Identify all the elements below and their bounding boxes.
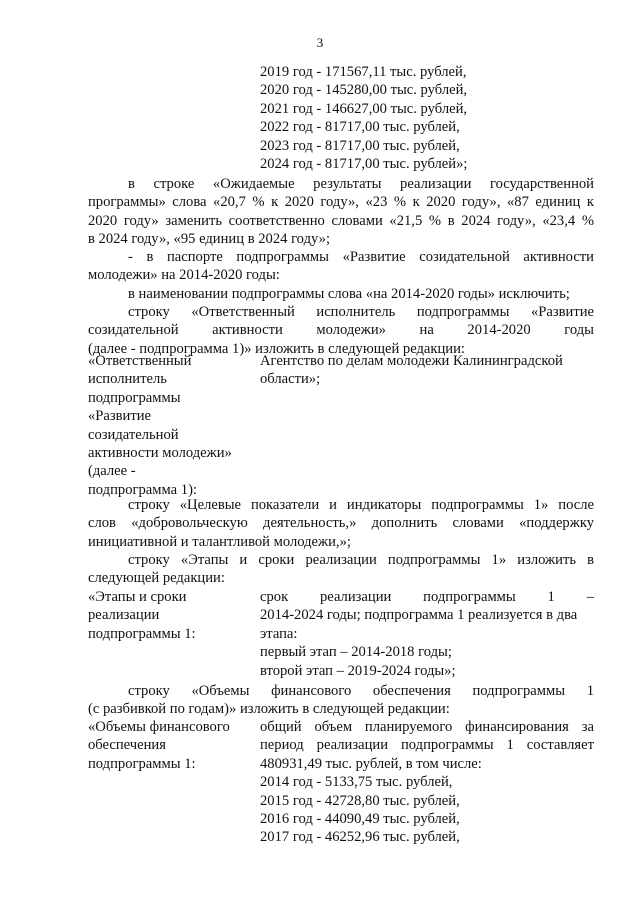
paragraph-expected-results — [88, 175, 594, 249]
paragraph-financing — [88, 682, 594, 719]
cell-line: общий объем планируемого финансирования за — [260, 719, 594, 735]
paragraph-line: программы» слова «20,7 % к 2020 году», «23 % к 2020 году», «87 единиц к — [88, 194, 594, 211]
table2-left-cell — [88, 588, 248, 643]
paragraph-line: созидательной активности молодежи» на 2014-2020 годы — [88, 322, 594, 339]
cell-line: «Объемы финансового — [88, 719, 230, 735]
budget-line: 2022 год - 81717,00 тыс. рублей, — [260, 119, 460, 136]
table1-right-cell — [260, 352, 594, 389]
paragraph-line: строку «Ответственный исполнитель подпрограммы «Развитие — [128, 304, 594, 320]
budget-line: 2020 год - 145280,00 тыс. рублей, — [260, 82, 468, 99]
paragraph-target-indicators — [88, 496, 594, 551]
cell-line: первый этап – 2014-2018 годы; — [260, 644, 452, 661]
cell-line: период реализации подпрограммы 1 составляет — [260, 737, 594, 754]
cell-line: (далее - — [88, 463, 136, 480]
table2-right-cell — [260, 588, 594, 680]
budget-line: 2019 год - 171567,11 тыс. рублей, — [260, 64, 467, 80]
paragraph-line: в наименовании подпрограммы слова «на 2014-2020 годы» исключить; — [128, 286, 570, 302]
cell-line: подпрограмма 1): — [88, 481, 197, 498]
cell-line: активности молодежи» — [88, 445, 232, 462]
budget-line: 2023 год - 81717,00 тыс. рублей, — [260, 137, 460, 154]
paragraph-passport — [88, 248, 594, 285]
table3-left-cell — [88, 718, 248, 773]
cell-line: 480931,49 тыс. рублей, в том числе: — [260, 755, 482, 772]
cell-line: «Развитие — [88, 408, 152, 425]
cell-line: области»; — [260, 371, 321, 388]
cell-line: Агентство по делам молодежи Калининградской — [260, 353, 563, 369]
cell-line: этапа: — [260, 625, 298, 642]
cell-line: срок реализации подпрограммы 1 – — [260, 589, 594, 605]
budget-line: 2024 год - 81717,00 тыс. рублей»; — [260, 156, 468, 173]
paragraph-line: в 2024 году», «95 единиц в 2024 году»; — [88, 231, 331, 248]
cell-line: 2014 год - 5133,75 тыс. рублей, — [260, 774, 453, 791]
cell-line: созидательной — [88, 426, 179, 443]
cell-line: 2015 год - 42728,80 тыс. рублей, — [260, 792, 460, 809]
paragraph-line: (с разбивкой по годам)» изложить в следующей редакции: — [88, 701, 450, 718]
paragraph-stages — [88, 551, 594, 588]
page-number: 3 — [316, 35, 324, 50]
paragraph-line: (далее - подпрограмма 1)» изложить в следующей редакции: — [88, 340, 465, 357]
paragraph-title-change — [88, 285, 594, 303]
cell-line: 2017 год - 46252,96 тыс. рублей, — [260, 829, 460, 846]
paragraph-responsible-executor — [88, 303, 594, 358]
paragraph-line: строку «Объемы финансового обеспечения подпрограммы 1 — [128, 683, 594, 699]
paragraph-line: инициативной и талантливой молодежи,»; — [88, 533, 351, 550]
paragraph-line: слов «добровольческую деятельность,» дополнить словами «поддержку — [88, 515, 594, 532]
cell-line: обеспечения — [88, 737, 166, 754]
cell-line: реализации — [88, 607, 160, 624]
budget-line: 2021 год - 146627,00 тыс. рублей, — [260, 100, 468, 117]
cell-line: второй этап – 2019-2024 годы»; — [260, 662, 456, 679]
cell-line: «Ответственный — [88, 353, 192, 369]
paragraph-line: 2020 году» заменить соответственно словами «21,5 % в 2024 году», «23,4 % — [88, 212, 594, 229]
cell-line: подпрограммы — [88, 389, 181, 406]
cell-line: 2016 год - 44090,49 тыс. рублей, — [260, 811, 460, 828]
paragraph-line: молодежи» на 2014-2020 годы: — [88, 267, 280, 284]
paragraph-line: - в паспорте подпрограммы «Развитие созидательной активности — [128, 249, 594, 265]
cell-line: подпрограммы 1: — [88, 625, 196, 642]
paragraph-line: следующей редакции: — [88, 570, 225, 587]
cell-line: подпрограммы 1: — [88, 755, 196, 772]
table3-right-cell — [260, 718, 594, 847]
paragraph-line: строку «Этапы и сроки реализации подпрограммы 1» изложить в — [128, 552, 594, 568]
table1-left-cell — [88, 352, 248, 499]
cell-line: 2014-2024 годы; подпрограмма 1 реализуется в два — [260, 607, 578, 624]
cell-line: исполнитель — [88, 371, 167, 388]
paragraph-line: строку «Целевые показатели и индикаторы подпрограммы 1» после — [128, 497, 594, 513]
paragraph-line: в строке «Ожидаемые результаты реализации государственной — [128, 176, 594, 192]
cell-line: «Этапы и сроки — [88, 589, 187, 605]
budget-list-top — [260, 63, 594, 173]
